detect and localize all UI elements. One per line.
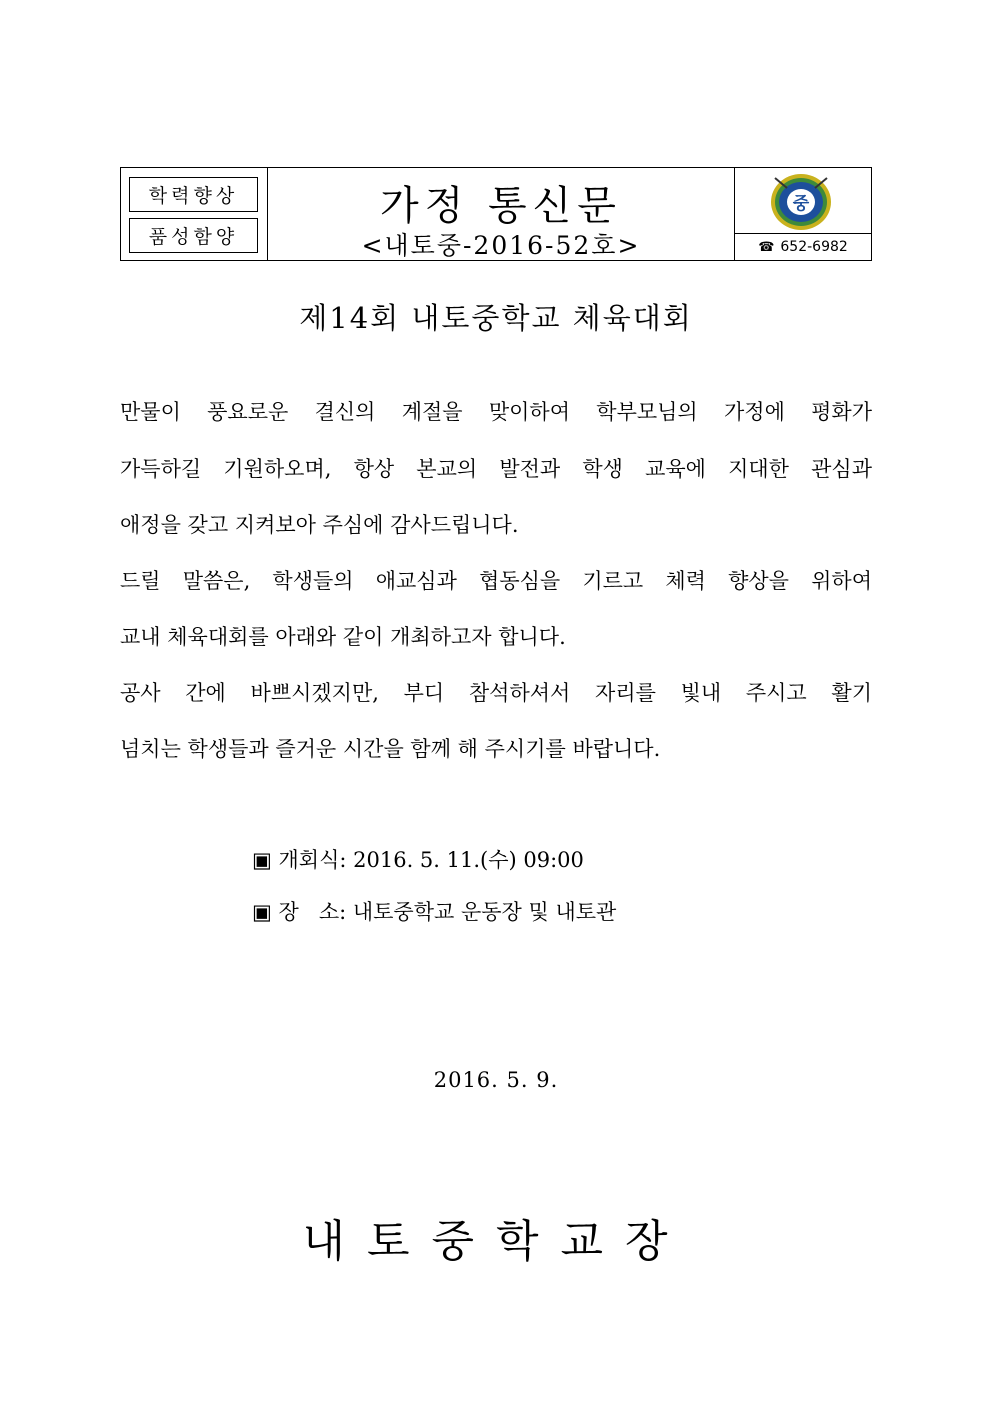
body-line-6: 공사 간에 바쁘시겠지만, 부디 참석하셔서 자리를 빛내 주시고 활기 xyxy=(120,681,872,705)
school-emblem-icon xyxy=(769,172,833,232)
body-line-1: 만물이 풍요로운 결신의 계절을 맞이하여 학부모님의 가정에 평화가 xyxy=(120,400,872,424)
event-opening-ceremony: ▣ 개회식: 2016. 5. 11.(수) 09:00 xyxy=(252,848,584,872)
emblem-glyph: 중 xyxy=(792,194,810,214)
body-line-3: 애정을 갖고 지켜보아 주심에 감사드립니다. xyxy=(120,513,519,537)
title-cell xyxy=(268,168,735,260)
body-line-5: 교내 체육대회를 아래와 같이 개최하고자 합니다. xyxy=(120,625,566,649)
logo-cell xyxy=(735,168,871,260)
event-location: ▣ 장 소: 내토중학교 운동장 및 내토관 xyxy=(252,900,617,924)
phone-number: 652-6982 xyxy=(780,239,848,255)
body-line-7: 넘치는 학생들과 즐거운 시간을 함께 해 주시기를 바랍니다. xyxy=(120,737,661,761)
body-line-2: 가득하길 기원하오며, 항상 본교의 발전과 학생 교육에 지대한 관심과 xyxy=(120,457,872,481)
header-table xyxy=(120,167,872,261)
motto-character: 품성함양 xyxy=(129,218,258,253)
principal-signature: 내토중학교장 xyxy=(302,1216,690,1267)
telephone-icon: ☎ xyxy=(758,239,775,255)
body-line-4: 드릴 말씀은, 학생들의 애교심과 협동심을 기르고 체력 향상을 위하여 xyxy=(120,569,872,593)
motto-academic: 학력향상 xyxy=(129,177,258,212)
document-number: <내토중-2016-52호> xyxy=(361,231,641,260)
document-title: 가정 통신문 xyxy=(380,183,622,229)
phone-row xyxy=(735,233,871,260)
issue-date: 2016. 5. 9. xyxy=(433,1068,559,1092)
main-title: 제14회 내토중학교 체육대회 xyxy=(299,301,693,335)
motto-cell xyxy=(121,168,268,260)
